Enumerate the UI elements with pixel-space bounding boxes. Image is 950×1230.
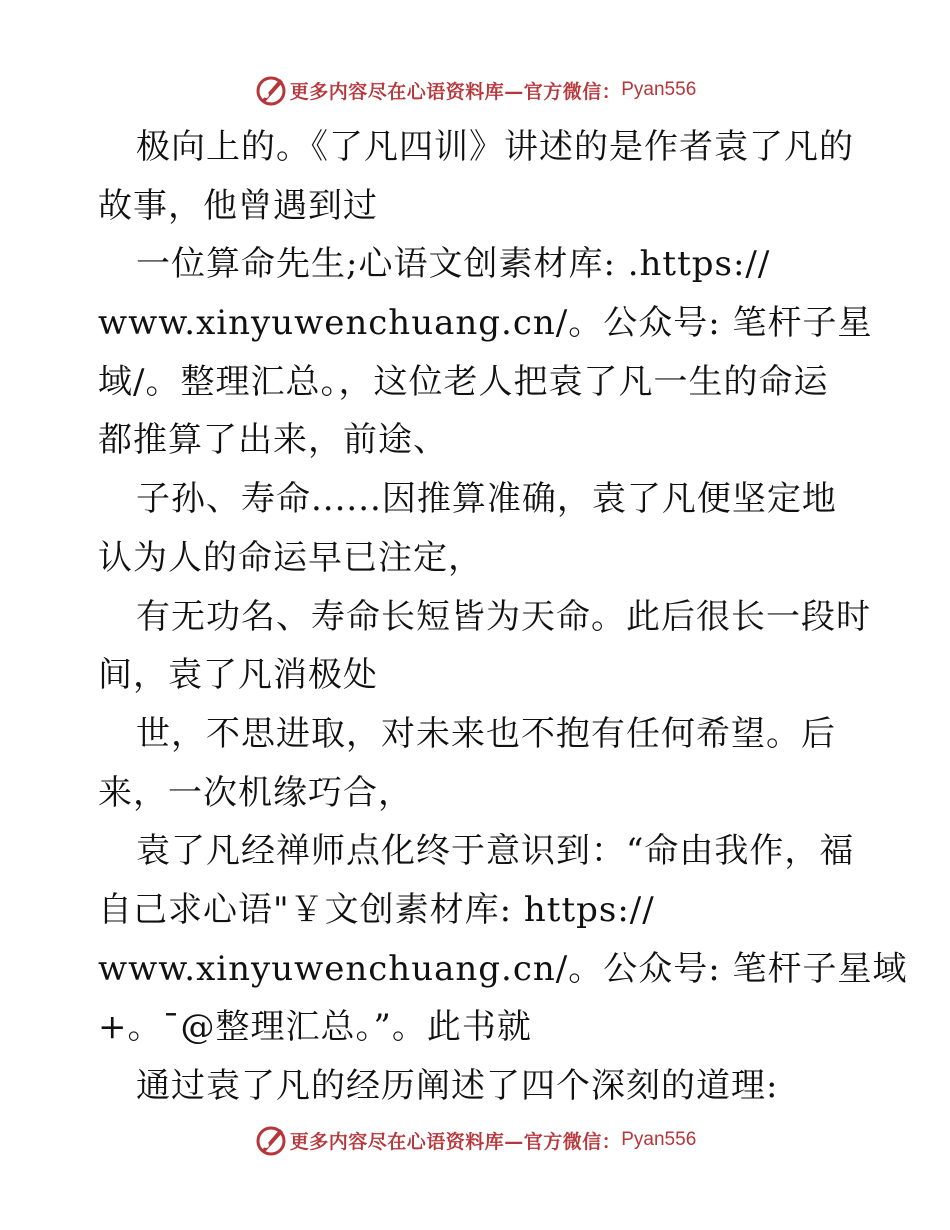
- text-line: 来，一次机缘巧合，: [98, 772, 413, 813]
- footer-wechat-id: Pyan556: [621, 1129, 697, 1150]
- brush-pen-logo-icon: [254, 1123, 288, 1157]
- text-line: 故事，他曾遇到过: [98, 185, 378, 226]
- text-line: 子孙、寿命......因推算准确，袁了凡便坚定地: [136, 479, 837, 520]
- document-body: [98, 118, 908, 1116]
- text-line: 袁了凡经禅师点化终于意识到：“命由我作，福: [136, 831, 855, 872]
- footer-banner-text: 更多内容尽在心语资料库—官方微信：: [289, 1130, 622, 1153]
- text-line: 认为人的命运早已注定，: [98, 537, 483, 578]
- brush-pen-logo-icon: [254, 73, 288, 107]
- text-line: 一位算命先生;心语文创素材库: .https://: [136, 244, 771, 285]
- text-line: www.xinyuwenchuang.cn/。公众号: 笔杆子星: [98, 303, 873, 344]
- text-line: 自己求心语"￥文创素材库: https://: [98, 889, 655, 930]
- text-line: 间，袁了凡消极处: [98, 655, 378, 696]
- text-line: www.xinyuwenchuang.cn/。公众号: 笔杆子星域: [98, 948, 908, 989]
- text-line: 通过袁了凡的经历阐述了四个深刻的道理:: [136, 1066, 779, 1106]
- text-line: 域/。整理汇总。，这位老人把袁了凡一生的命运: [98, 361, 829, 402]
- footer-banner: [0, 1120, 950, 1160]
- text-line: 极向上的。《了凡四训》讲述的是作者袁了凡的: [136, 127, 854, 167]
- header-banner: [0, 70, 950, 110]
- text-line: 世，不思进取，对未来也不抱有任何希望。后: [136, 713, 836, 754]
- text-line: +。¯@整理汇总。”。此书就: [98, 1007, 532, 1048]
- header-wechat-id: Pyan556: [621, 79, 697, 100]
- header-banner-text: 更多内容尽在心语资料库—官方微信：: [289, 80, 622, 103]
- text-line: 都推算了出来，前途、: [98, 420, 448, 461]
- text-line: 有无功名、寿命长短皆为天命。此后很长一段时: [136, 596, 871, 637]
